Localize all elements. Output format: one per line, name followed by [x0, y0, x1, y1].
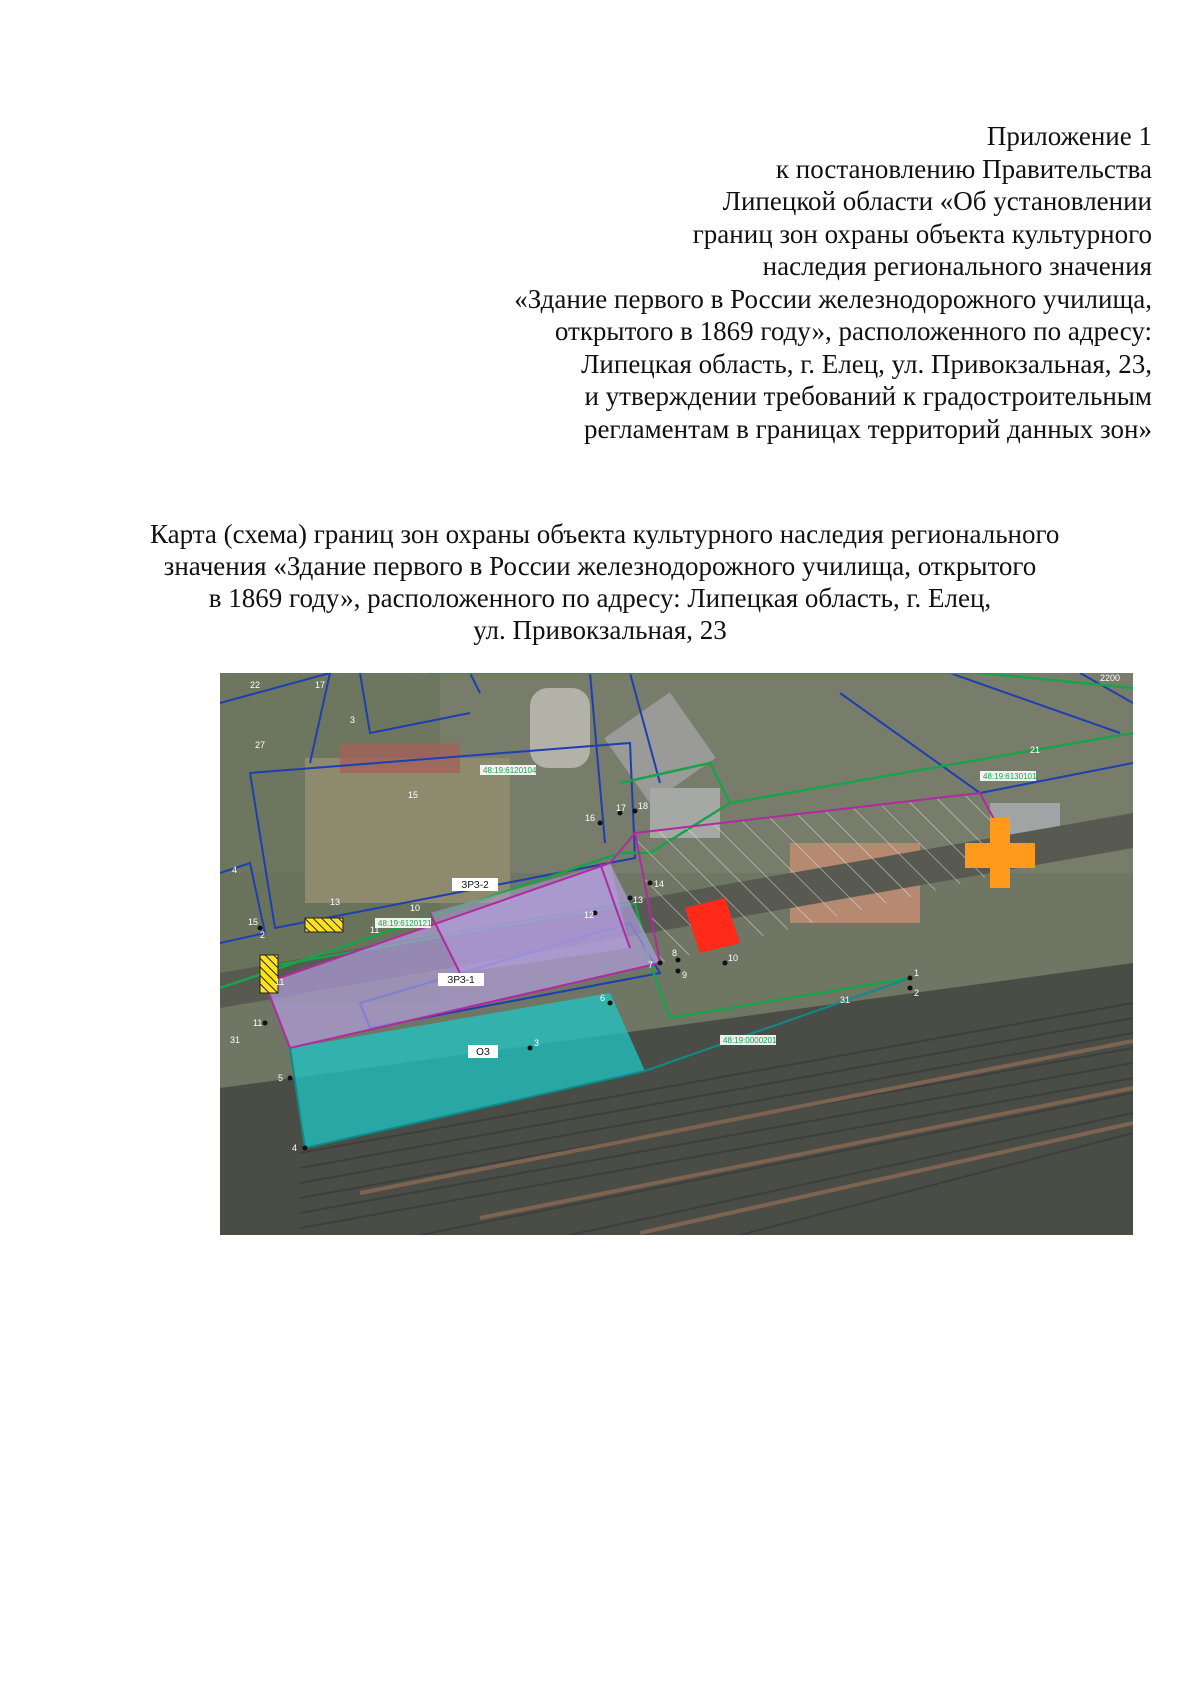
parcel-label: 27 [255, 740, 266, 750]
point-label: 10 [728, 953, 739, 963]
point-label: 9 [682, 970, 688, 980]
appendix-line: Липецкой области «Об установлении [722, 186, 1152, 216]
sports-court [530, 688, 590, 768]
appendix-line: Липецкая область, г. Елец, ул. Привокзальная, 23, [581, 348, 1152, 379]
parcel-label: 21 [1030, 745, 1041, 755]
map-title-line: Карта (схема) границ зон охраны объекта культурного наследия регионального [150, 519, 1060, 549]
point-label: 13 [633, 895, 644, 905]
object-yellow-1 [305, 918, 343, 932]
parcel-label: 15 [408, 790, 419, 800]
point-label: 16 [585, 813, 596, 823]
point-label: 8 [672, 948, 678, 958]
appendix-line: наследия регионального значения [762, 251, 1152, 281]
cadastral-tag: 48:19:6120121 [378, 919, 432, 928]
parcel-label: 10 [410, 903, 421, 913]
appendix-line: границ зон охраны объекта культурного [692, 218, 1152, 249]
parcel-label: 4 [232, 865, 238, 875]
parcel-label: 13 [330, 897, 341, 907]
boundary-point [528, 1046, 533, 1051]
parcel-label: 31 [230, 1035, 241, 1045]
map-title-line: ул. Привокзальная, 23 [473, 615, 727, 645]
appendix-line: и утверждении требований к градостроительным [584, 381, 1152, 411]
point-label: 1 [914, 968, 920, 978]
boundary-point [676, 958, 681, 963]
cadastral-tag: 48:19:0000201 [723, 1036, 777, 1045]
boundary-point [658, 961, 663, 966]
map-svg [220, 673, 1133, 1235]
point-label: 6 [600, 993, 606, 1003]
cadastral-tag: 48:19:6120104 [483, 766, 537, 775]
point-label: 11 [253, 1018, 263, 1028]
appendix-line: «Здание первого в России железнодорожного училища, [514, 283, 1152, 314]
boundary-point [908, 986, 913, 991]
appendix-line: открытого в 1869 году», расположенного по адресу: [554, 316, 1152, 346]
map-scheme [220, 673, 1133, 1235]
cadastral-tag: 48:19:6130101 [983, 772, 1037, 781]
point-label: 3 [534, 1038, 540, 1048]
point-label: 18 [638, 801, 649, 811]
point-label: 12 [584, 910, 595, 920]
map-title-line: в 1869 году», расположенного по адресу: Липецкая область, г. Елец, [208, 583, 992, 613]
parcel-label: 11 [275, 977, 285, 987]
point-label: 2 [914, 988, 920, 998]
appendix-block [392, 120, 1152, 445]
point-label: 14 [654, 879, 665, 889]
point-label: 15 [248, 917, 259, 927]
parcel-label: 31 [840, 995, 851, 1005]
boundary-point [598, 821, 603, 826]
point-label: 4 [292, 1143, 298, 1153]
boundary-point [676, 969, 681, 974]
boundary-point [303, 1146, 308, 1151]
parcel-label: 2 [260, 930, 266, 940]
zone-label-oz: ОЗ [476, 1047, 490, 1058]
parcel-label: 22 [250, 680, 261, 690]
parcel-label: 17 [315, 680, 326, 690]
map-title-line: значения «Здание первого в России железнодорожного училища, открытого [163, 551, 1037, 581]
boundary-point [908, 976, 913, 981]
appendix-line: Приложение 1 [986, 121, 1152, 151]
appendix-line: к постановлению Правительства [775, 153, 1152, 184]
point-label: 7 [648, 960, 654, 970]
zone-label-zrz1: ЗРЗ-1 [447, 975, 475, 986]
parcel-label: 11 [370, 925, 380, 935]
boundary-point [288, 1076, 293, 1081]
parcel-label: 3 [350, 715, 356, 725]
boundary-point [633, 809, 638, 814]
point-label: 5 [278, 1073, 284, 1083]
appendix-line: регламентам в границах территорий данных зон» [583, 413, 1152, 444]
boundary-point [723, 961, 728, 966]
boundary-point [263, 1021, 268, 1026]
point-label: 17 [616, 803, 627, 813]
boundary-point [608, 1001, 613, 1006]
boundary-point [258, 926, 263, 931]
zone-label-zrz2: ЗРЗ-2 [461, 880, 489, 891]
object-yellow-2 [260, 955, 278, 993]
parcel-label: 2200 [1100, 673, 1121, 683]
boundary-point [648, 881, 653, 886]
boundary-point [628, 896, 633, 901]
map-title [150, 518, 1060, 646]
